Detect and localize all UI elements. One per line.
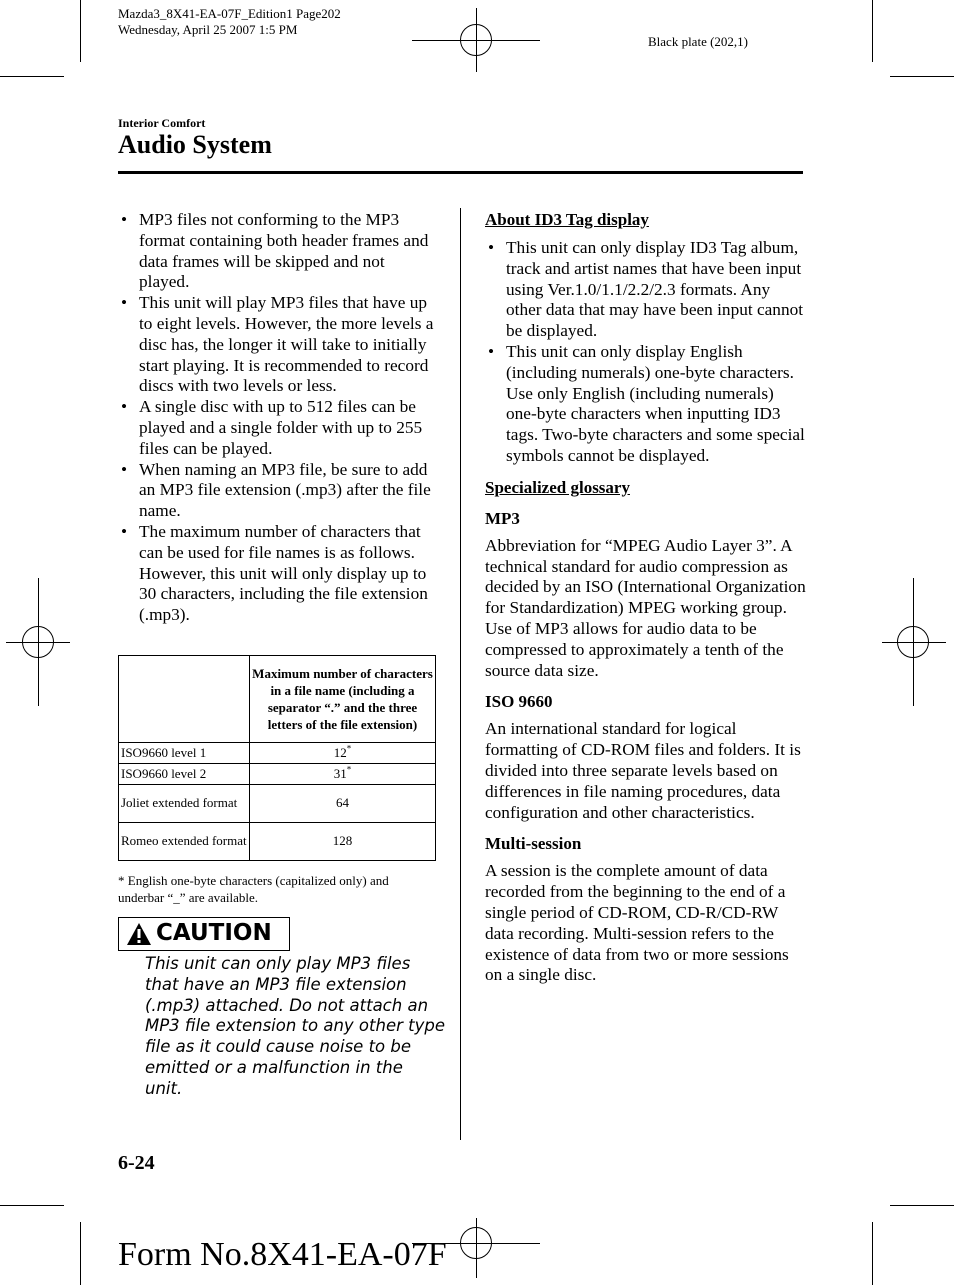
crop-mark [890, 1205, 954, 1206]
value-cell: 64 [250, 785, 436, 823]
file-info: Mazda3_8X41-EA-07F_Edition1 Page202 [118, 6, 341, 21]
crop-mark [80, 1222, 81, 1285]
format-cell: Joliet extended format [119, 785, 250, 823]
crop-mark [80, 0, 81, 62]
table-header: Maximum number of characters in a file name (including a separator “.” and the three letters of the file extension) [250, 656, 436, 743]
section-label: Interior Comfort [118, 116, 206, 130]
caution-text: This unit can only play MP3 files that have an MP3 file extension (.mp3) attached. Do not attach an MP3 file extension to any other type file as it could cause noise to be emitted or a malfunction in the unit. [145, 954, 445, 1098]
id3-list [485, 238, 807, 467]
table-row [119, 743, 436, 764]
crop-mark [872, 0, 873, 62]
table-header-row [119, 656, 436, 743]
term-heading: Multi-session [485, 834, 582, 854]
table-row [119, 764, 436, 785]
value-cell: 31* [250, 764, 436, 785]
term-heading: ISO 9660 [485, 692, 553, 712]
format-cell: Romeo extended format [119, 823, 250, 861]
table-row [119, 785, 436, 823]
list-item: • When naming an MP3 file, be sure to add an MP3 file extension (.mp3) after the file name. [118, 460, 438, 522]
value-cell: 128 [250, 823, 436, 861]
crop-mark [0, 76, 64, 77]
left-column [118, 210, 438, 626]
crop-mark [890, 76, 954, 77]
registration-circle [897, 626, 929, 658]
table-row [119, 823, 436, 861]
plate-info: Black plate (202,1) [648, 34, 748, 49]
date-info: Wednesday, April 25 2007 1:5 PM [118, 22, 298, 37]
term-definition: Abbreviation for “MPEG Audio Layer 3”. A technical standard for audio compression as decided by an ISO (International Organization for Standardization) MPEG working group. Use of MP3 allows for audio data to be compressed to approximately a tenth of the source data size. [485, 535, 806, 680]
registration-circle [460, 1227, 492, 1259]
warning-icon [126, 922, 152, 946]
column-divider [460, 208, 461, 1140]
crop-mark [0, 1205, 64, 1206]
list-item: • This unit can only display ID3 Tag album, track and artist names that have been input using Ver.1.0/1.1/2.2/2.3 formats. Any other data that may have been input cannot be displayed. [485, 238, 807, 342]
list-item: • MP3 files not conforming to the MP3 format containing both header frames and data frames will be skipped and not played. [118, 210, 438, 293]
right-column [485, 210, 807, 986]
term-definition: A session is the complete amount of data recorded from the beginning to the end of a single period of CD-ROM, CD-R/CD-RW data recording. Multi-session refers to the existence of data from two or more sessions on a single disc. [485, 861, 789, 985]
page-number: 6-24 [118, 1152, 155, 1174]
table-footnote: * English one-byte characters (capitalized only) and underbar “_” are available. [118, 873, 389, 905]
list-item: • This unit can only display English (including numerals) one-byte characters. Use only English (including numerals) one-byte characters when inputting ID3 tags. Two-byte characters and some special symbols cannot be displayed. [485, 342, 807, 467]
list-item: • The maximum number of characters that can be used for file names is as follows. However, this unit will only display up to 30 characters, including the file extension (.mp3). [118, 522, 438, 626]
title-rule [118, 171, 803, 174]
term-definition: An international standard for logical formatting of CD-ROM files and folders. It is divided into three separate levels based on differences in file naming procedures, data configuration and other characteristics. [485, 719, 801, 822]
page-title: Audio System [118, 130, 272, 159]
list-item: • A single disc with up to 512 files can be played and a single folder with up to 255 files can be played. [118, 397, 438, 459]
registration-circle [460, 24, 492, 56]
format-cell: ISO9660 level 2 [119, 764, 250, 785]
caution-label: CAUTION [156, 920, 272, 946]
filename-limits-table [118, 655, 436, 861]
value-cell: 12* [250, 743, 436, 764]
id3-heading: About ID3 Tag display [485, 210, 649, 229]
table-header-blank [119, 656, 250, 743]
crop-mark [872, 1222, 873, 1285]
registration-circle [22, 626, 54, 658]
format-cell: ISO9660 level 1 [119, 743, 250, 764]
list-item: • This unit will play MP3 files that have up to eight levels. However, the more levels a disc has, the longer it will take to initially start playing. It is recommended to record discs with two levels or less. [118, 293, 438, 397]
term-heading: MP3 [485, 508, 520, 528]
mp3-notes-list [118, 210, 438, 626]
print-info [118, 6, 341, 38]
glossary-heading: Specialized glossary [485, 477, 630, 497]
form-number: Form No.8X41-EA-07F [118, 1236, 447, 1273]
